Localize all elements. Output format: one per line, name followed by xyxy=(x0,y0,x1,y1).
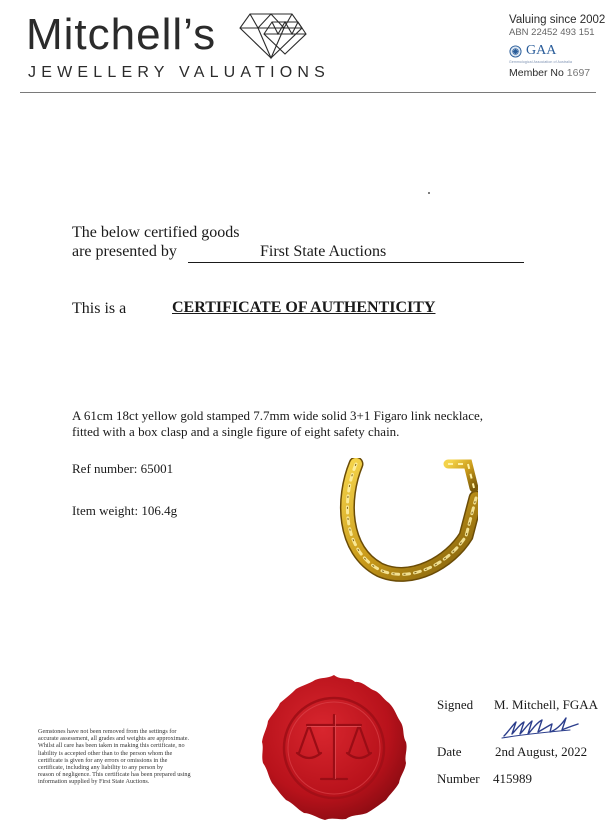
certificate-number: 415989 xyxy=(493,771,532,786)
intro-line-1: The below certified goods xyxy=(72,224,240,241)
valuing-since: Valuing since 2002 xyxy=(509,14,606,26)
credentials-block xyxy=(509,14,605,79)
member-label: Member No xyxy=(509,67,564,79)
disclaimer xyxy=(38,728,238,786)
disclaimer-line: reason of negligence. This certificate has been prepared using xyxy=(38,771,191,779)
necklace-photo xyxy=(328,458,478,590)
intro-line-2: are presented by xyxy=(72,243,177,260)
number-label: Number xyxy=(437,771,480,786)
description-line-1: A 61cm 18ct yellow gold stamped 7.7mm wide solid 3+1 Figaro link necklace, xyxy=(72,408,483,423)
member-value: 1697 xyxy=(566,67,591,79)
diamond-logo-icon xyxy=(238,8,308,60)
disclaimer-line: accurate assessment, all grades and weights are approximate. xyxy=(38,735,190,743)
date-label: Date xyxy=(437,744,462,759)
this-is-label: This is a xyxy=(72,300,127,317)
presenter-name: First State Auctions xyxy=(260,243,387,260)
ref-number: Ref number: 65001 xyxy=(72,461,174,476)
signed-by: M. Mitchell, FGAA xyxy=(494,697,598,712)
item-weight: Item weight: 106.4g xyxy=(72,503,178,518)
wax-seal-scales-icon xyxy=(259,673,409,823)
brand-tagline: JEWELLERY VALUATIONS xyxy=(28,64,330,81)
abn-number: ABN 22452 493 151 xyxy=(509,27,595,38)
paper-speck xyxy=(428,192,430,194)
disclaimer-line: information supplied by First State Auctions. xyxy=(38,778,150,786)
disclaimer-line: liability is accepted other than to the person whom the xyxy=(38,749,173,757)
certificate-title: CERTIFICATE OF AUTHENTICITY xyxy=(172,299,436,316)
signature-icon xyxy=(500,712,580,742)
gaa-full-name: Gemmological Association of Australia xyxy=(509,60,573,64)
disclaimer-line: Whilst all care has been taken in making this certificate, no xyxy=(38,742,185,750)
gaa-logo-icon xyxy=(509,45,522,58)
gaa-label: GAA xyxy=(526,43,557,58)
description-line-2: fitted with a box clasp and a single figure of eight safety chain. xyxy=(72,424,400,439)
gaa-badge xyxy=(509,43,605,59)
disclaimer-line: certificate, including any liability to any person by xyxy=(38,764,164,772)
disclaimer-line: certificate is given for any errors or omissions in the xyxy=(38,756,168,764)
brand-name: Mitchell’s xyxy=(26,10,217,59)
header-divider xyxy=(20,92,596,93)
member-number xyxy=(509,67,605,79)
signed-label: Signed xyxy=(437,697,474,712)
disclaimer-line: Gemstones have not been removed from the settings for xyxy=(38,728,177,735)
date-value: 2nd August, 2022 xyxy=(495,744,588,759)
